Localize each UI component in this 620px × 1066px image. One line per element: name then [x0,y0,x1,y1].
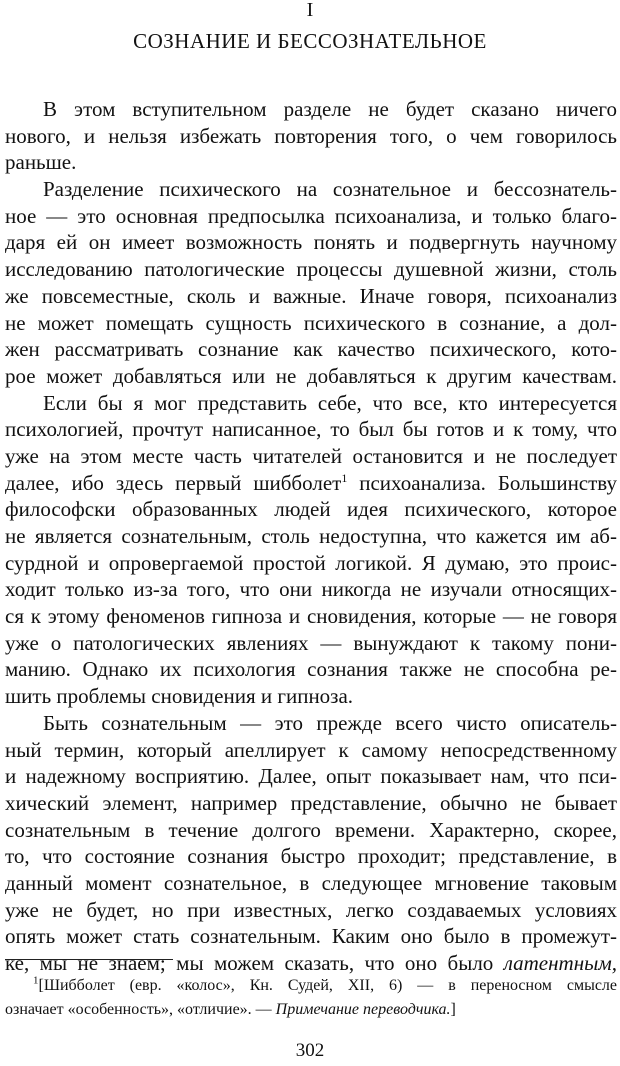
paragraph-4-line-8: уже не будет, но при известных, легко создаваемых условиях [5,897,617,922]
footnote-line-2 [5,998,617,1022]
footnote-line-2-end: ] [450,1001,456,1018]
paragraph-4-line-10 [5,950,617,977]
footnote-line-1-text: [Шибболет (евр. «колос», Кн. Судей, XII, 6) — в переносном смысле [38,977,617,994]
paragraph-4-line-1: Быть сознательным — это прежде всего чисто описатель- [43,710,617,735]
paragraph-2-line-5: же повсеместные, сколь и важные. Иначе говоря, психоанализ [5,283,617,308]
paragraph-2-line-6: не может помещать сущность психического в сознание, а дол- [5,310,617,335]
paragraph-2-line-8: рое может добавляться или не добавляться к другим качествам. [5,363,617,388]
paragraph-3-line-6: не является сознательным, столь недоступна, что кажется им аб- [5,524,617,548]
paragraph-4-line-10-text: ке, мы не знаем; мы можем сказать, что оно было [5,951,504,975]
paragraph-3-line-3: уже на этом месте часть читателей остановится и не последует [5,443,617,468]
italic-term: латентным, [503,951,617,975]
footnote-reference: 1 [341,470,348,485]
chapter-number: I [306,0,314,21]
paragraph-1-line-3: раньше. [5,150,77,175]
paragraph-2-line-1: Разделение психического на сознательное и бессознатель- [43,177,617,202]
footnote-line-2-text: означает «особенность», «отличие». — [5,1001,276,1018]
paragraph-4-line-5: сознательным в течение долгого времени. Характерно, скорее, [5,817,617,842]
paragraph-4-line-4: хический элемент, например представление, обычно не бывает [5,790,617,815]
footnote-divider [5,959,173,960]
paragraph-3-line-9: ся к этому феноменов гипноза и сновидения, которые — не говоря [5,604,617,629]
footnote-line-1 [5,974,617,998]
paragraph-3-line-8: ходит только из-за того, что они никогда не изучали относящих- [5,577,617,602]
paragraph-3-line-2: психологией, прочтут написанное, то был бы готов и к тому, что [5,417,617,442]
paragraph-3-line-10: уже о патологических явлениях — вынуждают к такому пони- [5,630,617,655]
paragraph-3-line-4 [5,470,617,497]
paragraph-4-line-7: данный момент сознательное, в следующее мгновение таковым [5,870,617,895]
paragraph-3-line-5: философски образованных людей идея психического, которое [5,497,617,522]
footnote-translator-note: Примечание переводчика. [275,1001,451,1018]
paragraph-1-line-2: нового, и нельзя избежать повторения того, о чем говорилось [5,123,617,148]
paragraph-4-line-3: и надежному восприятию. Далее, опыт показывает нам, что пси- [5,764,617,789]
paragraph-3-line-4-start: далее, ибо здесь первый шибболет [5,470,342,495]
paragraph-4-line-6: то, что состояние сознания быстро проходит; представление, в [5,844,617,869]
footnote [5,974,617,1022]
paragraph-2-line-4: исследованию патологические процессы душевной жизни, столь [5,257,617,282]
paragraph-4-line-2: ный термин, который апеллирует к самому непосредственному [5,737,617,762]
paragraph-1-line-1: В этом вступительном разделе не будет сказано ничего [43,97,617,121]
paragraph-3-line-7: сурдной и опровергаемой простой логикой. Я думаю, это проис- [5,550,617,575]
paragraph-3-line-12: шить проблемы сновидения и гипноза. [5,684,354,709]
chapter-title: СОЗНАНИЕ И БЕССОЗНАТЕЛЬНОЕ [133,29,487,53]
footnote-marker: 1 [33,974,39,987]
paragraph-2-line-3: даря ей он имеет возможность понять и подвергнуть научному [5,230,617,255]
paragraph-3-line-1: Если бы я мог представить себе, что все, кто интересуется [43,390,617,415]
paragraph-3-line-11: манию. Однако их психология сознания также не способна ре- [5,657,617,682]
paragraph-4-line-9: опять может стать сознательным. Каким оно было в промежут- [5,924,617,949]
paragraph-2-line-7: жен рассматривать сознание как качество психического, кото- [5,337,617,362]
paragraph-2-line-2: ное — это основная предпосылка психоанализа, и только благо- [5,203,617,228]
paragraph-3-line-4-end: психоанализа. Большинству [347,470,617,495]
body-text [5,96,617,977]
page-number: 302 [295,1040,325,1061]
